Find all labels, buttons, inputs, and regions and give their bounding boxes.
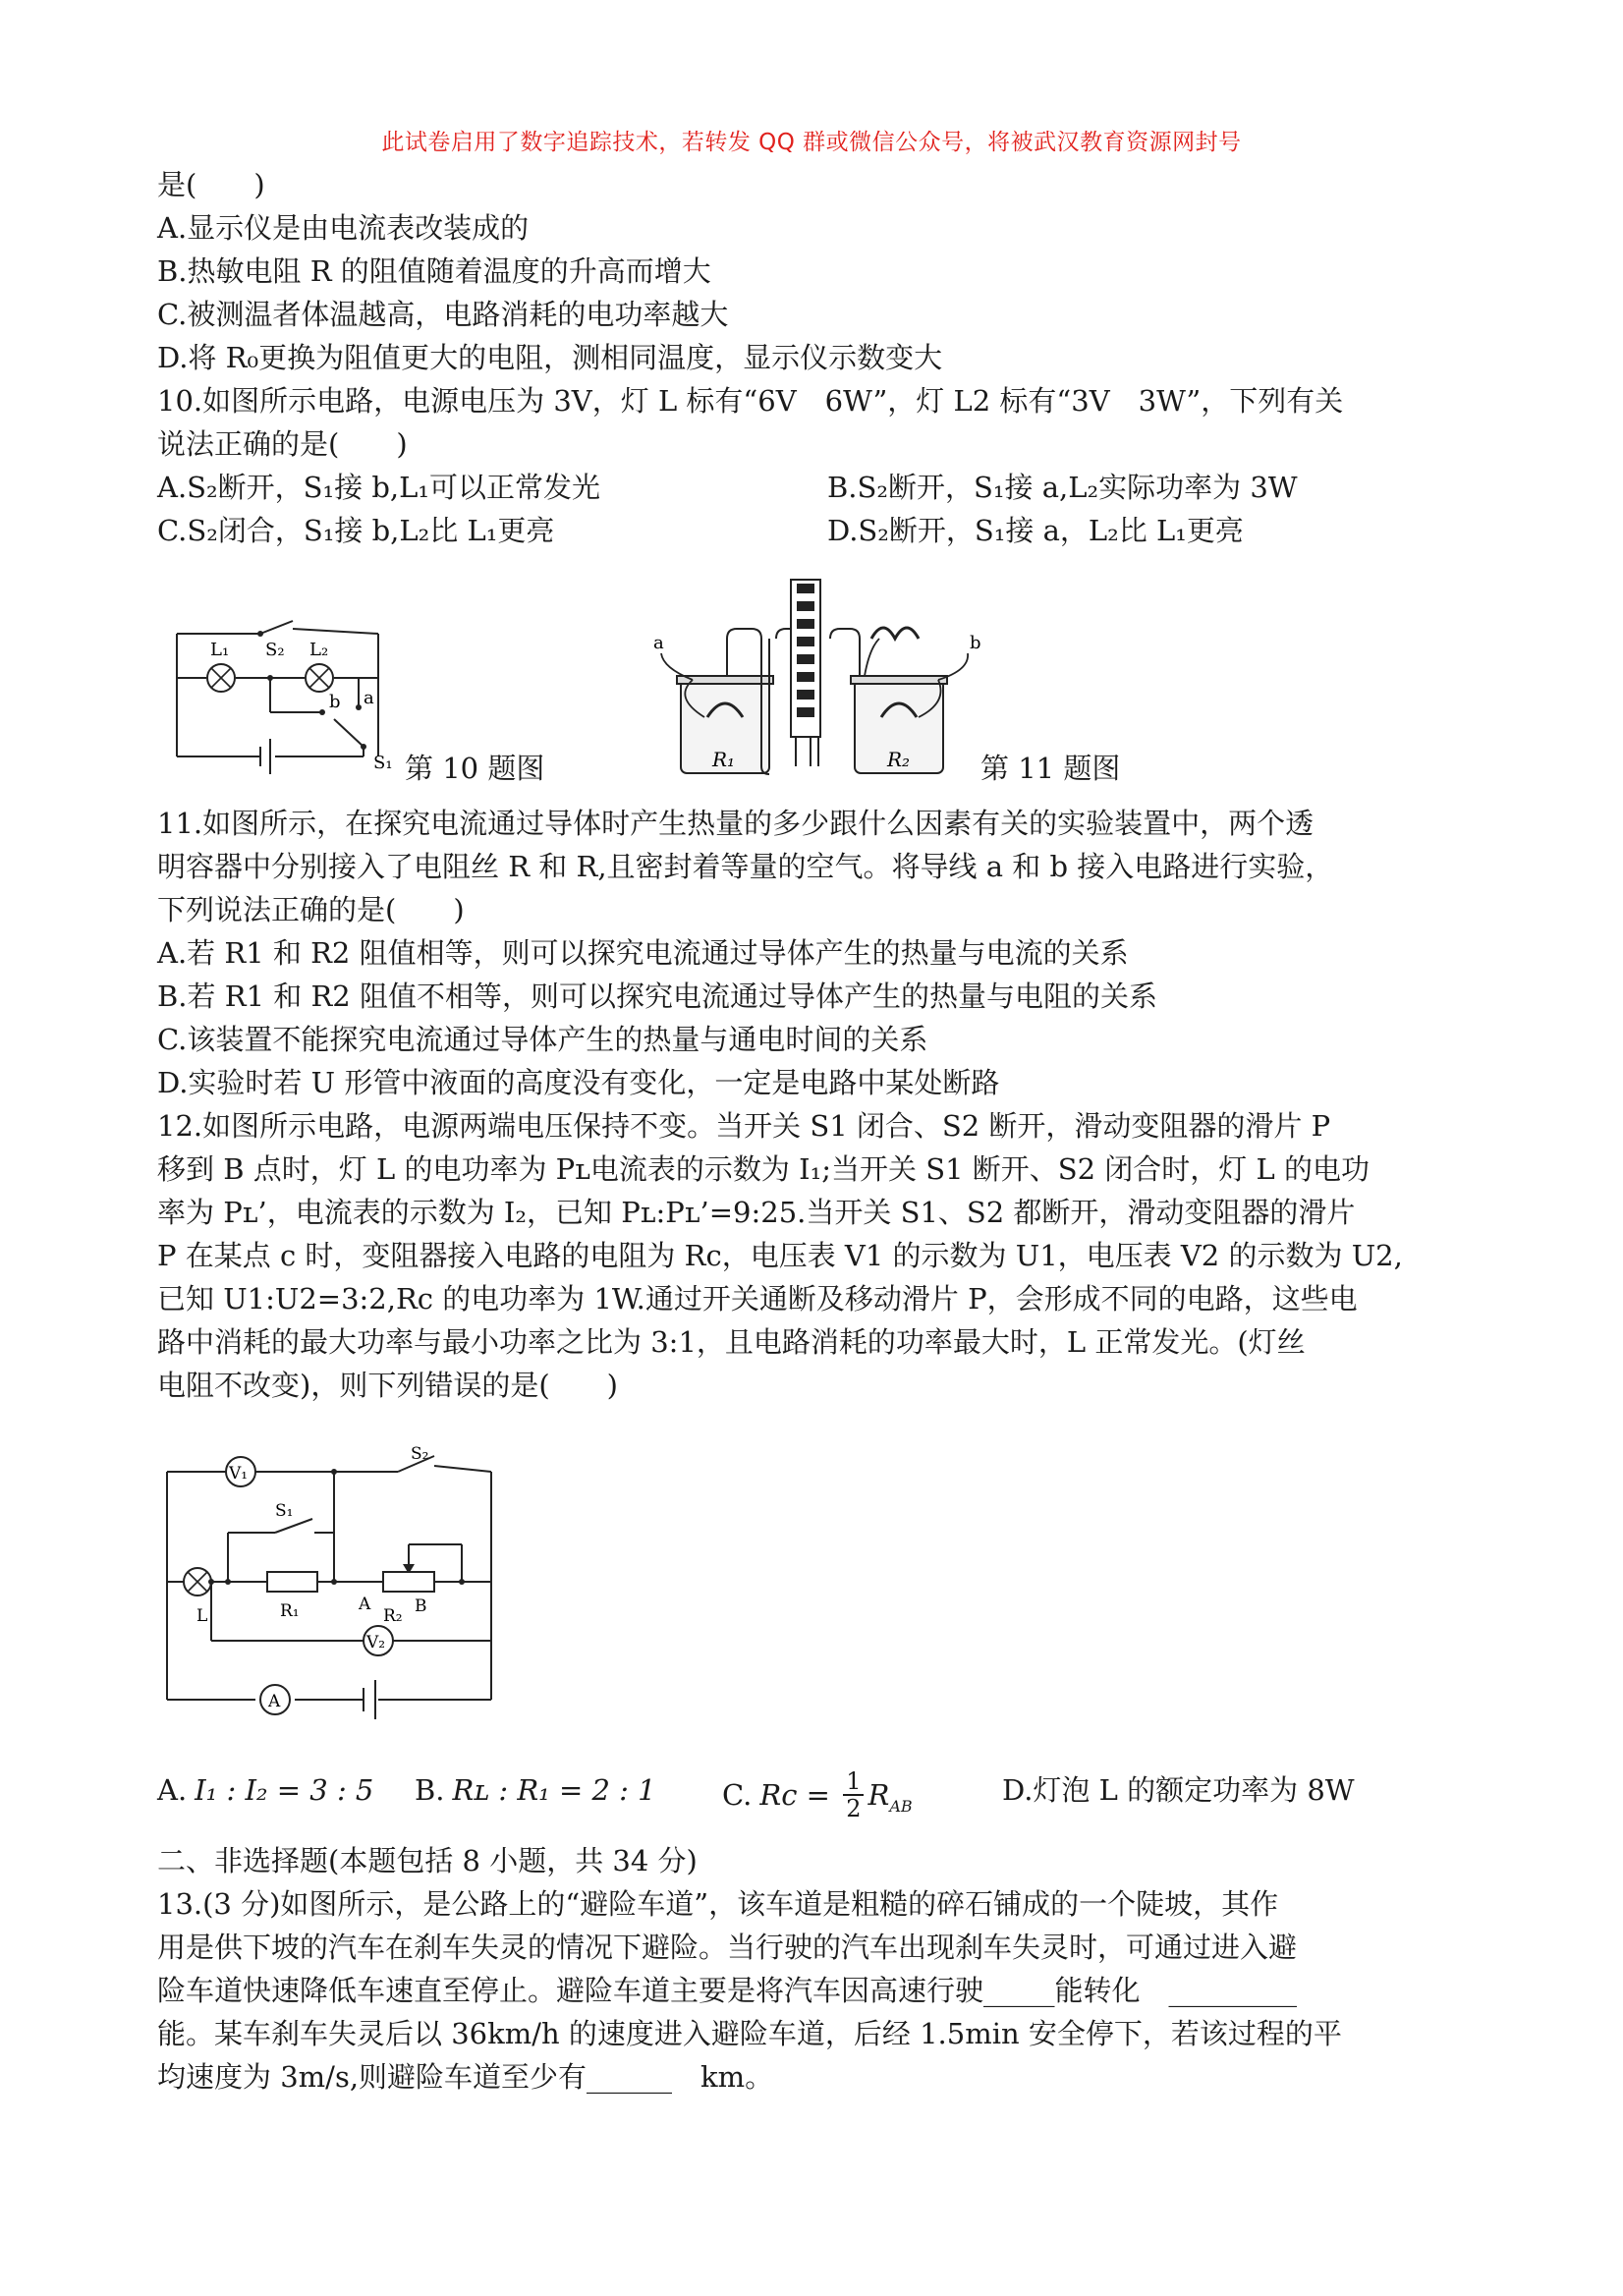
label-r1: R₁: [712, 748, 736, 771]
q12-option-a-prefix: A.: [157, 1773, 188, 1807]
q10-option-d: D.S₂断开，S₁接 a，L₂比 L₁更亮: [827, 514, 1244, 547]
q12-option-c-rhs: R: [867, 1778, 890, 1812]
ammeter-icon: [260, 1685, 290, 1714]
q10-stem-line-1: 10.如图所示电路，电源电压为 3V，灯 L 标有“6V 6W”，灯 L2 标有“3V 3W”，下列有关: [157, 384, 1344, 418]
q12-option-b-prefix: B.: [415, 1773, 445, 1807]
fraction-denominator: 2: [846, 1795, 862, 1822]
label-b: b: [329, 692, 341, 712]
q12-stem-line-6: 路中消耗的最大功率与最小功率之比为 3:1，且电路消耗的功率最大时，L 正常发光。(灯丝: [157, 1325, 1306, 1359]
q10-option-a: A.S₂断开，S₁接 b,L₁可以正常发光: [157, 471, 601, 504]
q11-stem-line-2: 明容器中分别接入了电阻丝 R 和 R,且密封着等量的空气。将导线 a 和 b 接入电路进行实验，: [157, 850, 1334, 883]
q12-stem-line-3: 率为 Pʟ’，电流表的示数为 I₂，已知 Pʟ:Pʟ’=9:25.当开关 S1、S2 都断开，滑动变阻器的滑片: [157, 1196, 1356, 1229]
q9-stem-tail: 是( ): [157, 168, 265, 201]
q10-option-b: B.S₂断开，S₁接 a,L₂实际功率为 3W: [827, 471, 1298, 504]
q13-line-2: 用是供下坡的汽车在刹车失灵的情况下避险。当行驶的汽车出现刹车失灵时，可通过进入避: [157, 1931, 1298, 1964]
q12-stem-line-5: 已知 U1:U2=3:2,Rc 的电功率为 1W.通过开关通断及移动滑片 P，会形成不同的电路，这些电: [157, 1282, 1358, 1316]
q12-circuit-diagram: [157, 1434, 511, 1729]
label-v1: V₁: [229, 1464, 249, 1484]
q10-circuit-diagram: [167, 609, 413, 781]
label-a: a: [364, 688, 374, 708]
q11-apparatus-diagram: [653, 570, 987, 781]
q11-option-d: D.实验时若 U 形管中液面的高度没有变化，一定是电路中某处断路: [157, 1066, 1000, 1099]
fraction-numerator: 1: [843, 1768, 864, 1796]
q12-stem-line-1: 12.如图所示电路，电源两端电压保持不变。当开关 S1 闭合、S2 断开，滑动变阻器的滑片 P: [157, 1109, 1331, 1143]
label-a: a: [653, 633, 664, 653]
q10-stem-line-2: 说法正确的是( ): [157, 427, 408, 461]
label-l: L: [196, 1606, 208, 1626]
watermark-notice: 此试卷启用了数字追踪技术，若转发 QQ 群或微信公众号，将被武汉教育资源网封号: [381, 130, 1242, 155]
q11-option-b: B.若 R1 和 R2 阻值不相等，则可以探究电流通过导体产生的热量与电阻的关系: [157, 980, 1157, 1013]
q12-option-d: D.灯泡 L 的额定功率为 8W: [1002, 1773, 1355, 1807]
q12-stem-line-7: 电阻不改变)，则下列错误的是( ): [157, 1369, 618, 1402]
q11-option-a: A.若 R1 和 R2 阻值相等，则可以探究电流通过导体产生的热量与电流的关系: [157, 936, 1129, 970]
resistor-r1: [267, 1572, 317, 1592]
q10-option-c: C.S₂闭合，S₁接 b,L₂比 L₁更亮: [157, 514, 555, 547]
lamp-l-icon: [184, 1568, 211, 1596]
q9-option-d: D.将 R₀更换为阻值更大的电阻，测相同温度，显示仪示数变大: [157, 341, 943, 374]
q9-option-b: B.热敏电阻 R 的阻值随着温度的升高而增大: [157, 254, 711, 288]
q13-line-5: 均速度为 3m/s,则避险车道至少有______ km。: [157, 2060, 774, 2094]
q12-option-a: [157, 1770, 373, 1810]
label-r2: R₂: [383, 1606, 403, 1626]
lamp-l2-icon: [306, 664, 333, 692]
label-b: B: [415, 1596, 427, 1616]
q10-figure-caption: 第 10 题图: [405, 752, 545, 785]
q12-option-c-fraction: [843, 1768, 864, 1821]
q12-option-c: [722, 1767, 913, 1826]
voltmeter-v2-icon: [364, 1626, 393, 1655]
resistor-r2: [383, 1572, 434, 1592]
q12-option-b: [415, 1770, 656, 1810]
label-b: b: [970, 633, 981, 653]
q13-line-1: 13.(3 分)如图所示，是公路上的“避险车道”，该车道是粗糙的碎石铺成的一个陡坡，其作: [157, 1887, 1279, 1921]
label-r1: R₁: [280, 1601, 300, 1621]
q9-option-a: A.显示仪是由电流表改装成的: [157, 211, 530, 245]
voltmeter-v1-icon: [226, 1457, 255, 1486]
label-v2: V₂: [366, 1633, 386, 1652]
q12-option-c-subscript: AB: [889, 1796, 913, 1816]
label-ammeter: A: [268, 1692, 281, 1711]
label-s1: S₁: [275, 1501, 294, 1521]
q12-option-a-formula: I₁ : I₂ = 3 : 5: [195, 1773, 374, 1807]
q11-option-c: C.该装置不能探究电流通过导体产生的热量与通电时间的关系: [157, 1023, 928, 1056]
q13-line-3: 险车道快速降低车速直至停止。避险车道主要是将汽车因高速行驶_____能转化 _________: [157, 1974, 1298, 2007]
section-2-heading: 二、非选择题(本题包括 8 小题，共 34 分): [157, 1844, 698, 1877]
q12-option-c-lhs: Rc =: [759, 1778, 830, 1812]
label-r2: R₂: [887, 748, 911, 771]
q12-stem-line-4: P 在某点 c 时，变阻器接入电路的电阻为 Rc，电压表 V1 的示数为 U1，电压表 V2 的示数为 U2,: [157, 1239, 1403, 1272]
q11-figure-caption: 第 11 题图: [980, 752, 1121, 785]
label-s2: S₂: [411, 1444, 429, 1464]
label-l1: L₁: [210, 640, 230, 660]
q13-line-4: 能。某车刹车失灵后以 36km/h 的速度进入避险车道，后经 1.5min 安全停下，若该过程的平: [157, 2017, 1342, 2050]
label-l2: L₂: [309, 640, 329, 660]
label-s1: S₁: [373, 753, 393, 773]
label-s2: S₂: [265, 640, 285, 660]
q11-stem-line-3: 下列说法正确的是( ): [157, 893, 465, 926]
lamp-l1-icon: [207, 664, 235, 692]
q9-option-c: C.被测温者体温越高，电路消耗的电功率越大: [157, 298, 729, 331]
label-a: A: [359, 1595, 371, 1614]
q12-option-c-prefix: C.: [722, 1778, 753, 1812]
q12-stem-line-2: 移到 B 点时，灯 L 的电功率为 Pʟ电流表的示数为 I₁;当开关 S1 断开、S2 闭合时，灯 L 的电功: [157, 1152, 1370, 1186]
q11-stem-line-1: 11.如图所示，在探究电流通过导体时产生热量的多少跟什么因素有关的实验装置中，两个透: [157, 807, 1315, 840]
q12-option-b-formula: Rʟ : R₁ = 2 : 1: [452, 1773, 656, 1807]
